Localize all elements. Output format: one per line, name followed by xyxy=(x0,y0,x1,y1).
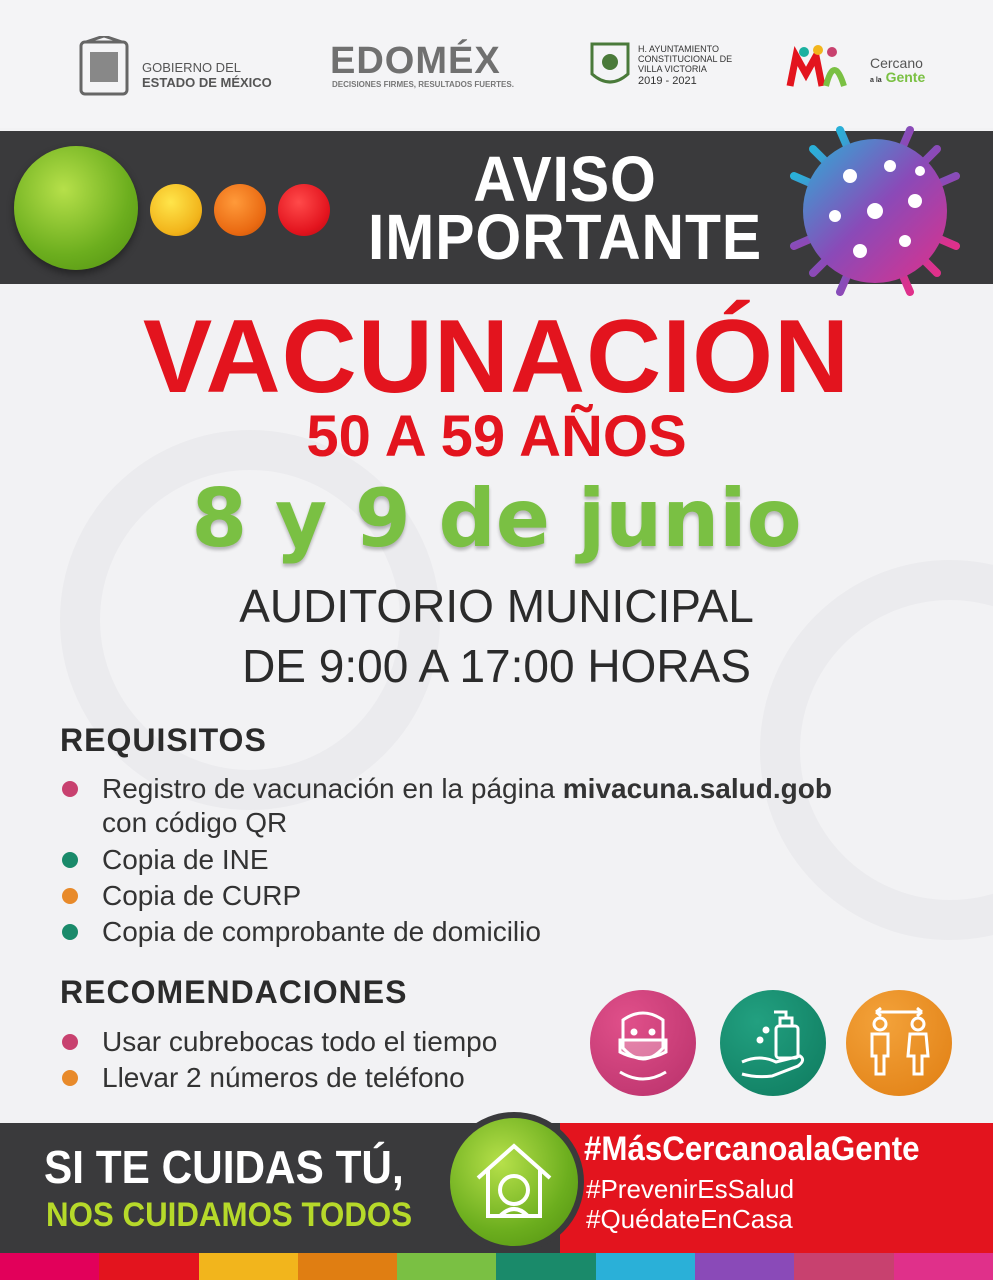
traffic-light-orange-icon xyxy=(214,184,266,236)
mas-cercano-text xyxy=(870,56,925,88)
mas-line3: Gente xyxy=(885,69,926,85)
list-item xyxy=(62,844,269,876)
mas-cercano-logo-icon xyxy=(786,44,866,92)
bullet-icon xyxy=(62,1034,78,1050)
ayuntamiento-seal-icon xyxy=(588,40,632,92)
item-text: Copia de CURP xyxy=(102,880,302,911)
mas-line2: a la xyxy=(870,77,882,84)
list-item xyxy=(62,772,832,840)
recomendaciones-heading: RECOMENDACIONES xyxy=(60,974,408,1010)
aviso-line1: AVISO xyxy=(473,143,657,215)
item-text: Usar cubrebocas todo el tiempo xyxy=(102,1026,498,1057)
traffic-light-green-icon xyxy=(14,146,138,270)
list-item xyxy=(62,880,301,912)
virus-icon xyxy=(780,116,970,306)
requisitos-heading: REQUISITOS xyxy=(60,722,267,758)
hashtag-quedate: #QuédateEnCasa xyxy=(586,1204,793,1234)
bullet-icon xyxy=(62,781,78,797)
list-item xyxy=(62,1026,497,1058)
bullet-icon xyxy=(62,888,78,904)
item-text-line2: con código QR xyxy=(102,807,288,838)
website-link[interactable]: mivacuna.salud.gob xyxy=(562,773,832,804)
mas-line1: Cercano xyxy=(870,55,923,71)
social-distance-icon xyxy=(846,990,952,1096)
gobierno-logo-text xyxy=(142,60,272,90)
state-seal-icon xyxy=(78,36,130,98)
footer-slogan-1: SI TE CUIDAS TÚ, xyxy=(44,1141,404,1193)
bullet-icon xyxy=(62,924,78,940)
vacunacion-title: VACUNACIÓN xyxy=(142,299,851,415)
ayto-line3: VILLA VICTORIA xyxy=(638,64,707,74)
bullet-icon xyxy=(62,852,78,868)
aviso-importante-title xyxy=(349,143,781,273)
ayto-line4: 2019 - 2021 xyxy=(638,75,697,87)
mask-face-icon xyxy=(590,990,696,1096)
aviso-line2: IMPORTANTE xyxy=(367,201,763,273)
item-text: Copia de comprobante de domicilio xyxy=(102,916,541,947)
stay-home-icon xyxy=(444,1112,584,1252)
ayuntamiento-text xyxy=(638,44,732,86)
item-text: Registro de vacunación en la página xyxy=(102,773,563,804)
bullet-icon xyxy=(62,1070,78,1086)
event-hours: DE 9:00 A 17:00 HORAS xyxy=(242,640,751,692)
item-text: Llevar 2 números de teléfono xyxy=(102,1062,465,1093)
ayto-line2: CONSTITUCIONAL DE xyxy=(638,54,733,64)
traffic-light-yellow-icon xyxy=(150,184,202,236)
hashtag-prevenir: #PrevenirEsSalud xyxy=(586,1174,795,1204)
ayto-line1: H. AYUNTAMIENTO xyxy=(638,44,720,54)
list-item xyxy=(62,916,541,948)
edomex-logo: EDOMÉX xyxy=(330,40,501,82)
header-logos xyxy=(0,0,993,128)
footer-slogan-2: NOS CUIDAMOS TODOS xyxy=(46,1196,413,1234)
event-dates: 8 y 9 de junio xyxy=(191,472,802,565)
age-range: 50 A 59 AÑOS xyxy=(306,404,687,469)
hand-sanitizer-icon xyxy=(720,990,826,1096)
list-item xyxy=(62,1062,465,1094)
color-stripe-bar xyxy=(0,1253,993,1280)
event-place: AUDITORIO MUNICIPAL xyxy=(239,580,754,632)
edomex-tagline: DECISIONES FIRMES, RESULTADOS FUERTES. xyxy=(332,80,514,89)
gobierno-line1: GOBIERNO DEL xyxy=(142,60,241,75)
traffic-light-red-icon xyxy=(278,184,330,236)
item-text: Copia de INE xyxy=(102,844,269,875)
hashtag-main: #MásCercanoalaGente xyxy=(584,1130,920,1168)
gobierno-line2: ESTADO DE MÉXICO xyxy=(142,75,272,90)
